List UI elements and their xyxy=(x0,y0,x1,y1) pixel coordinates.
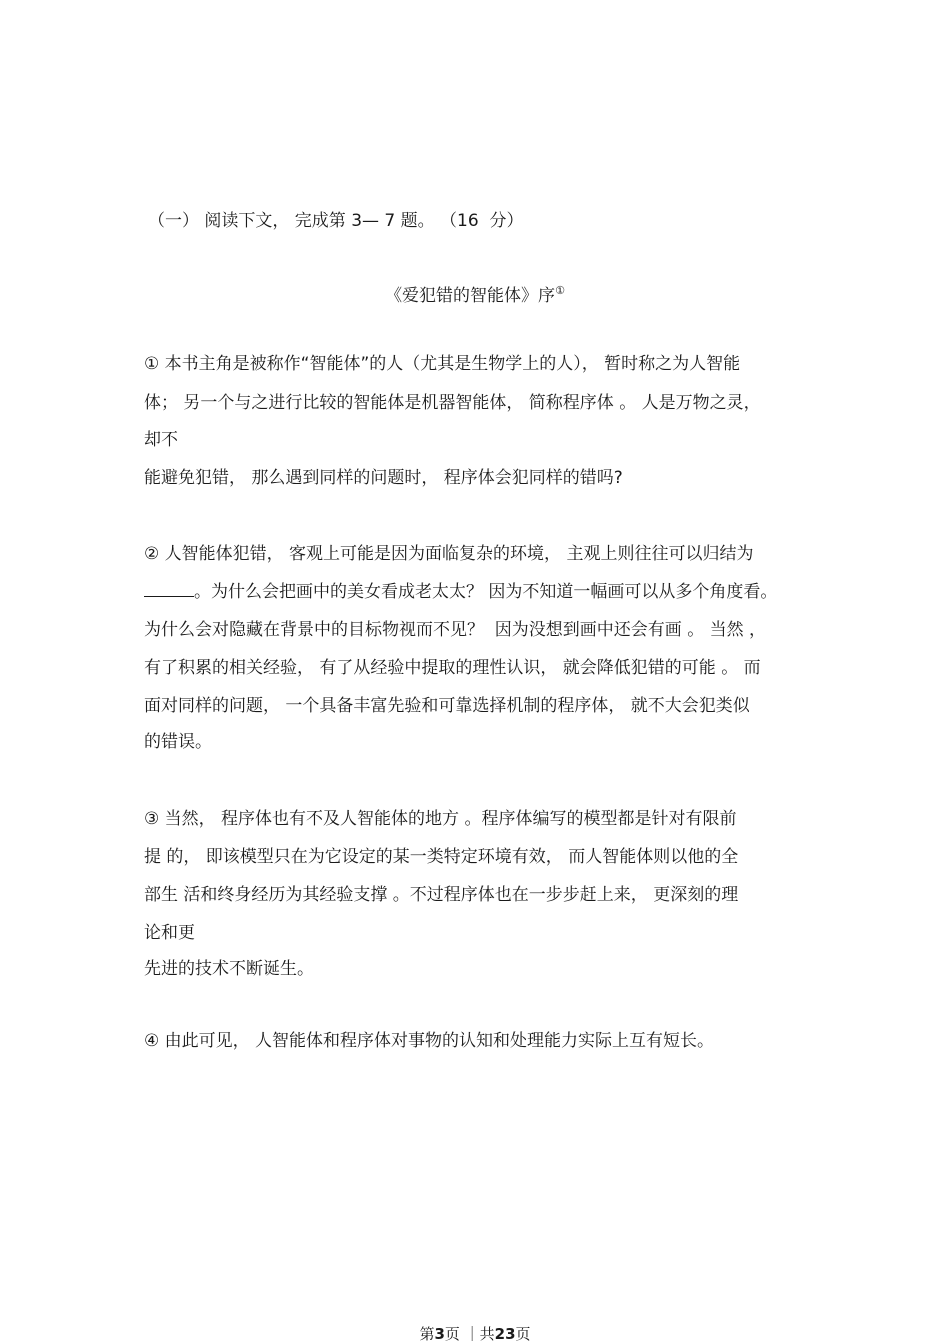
paragraph-3-line-2: 提 的， 即该模型只在为它设定的某一类特定环境有效， 而人智能体则以他的全 xyxy=(144,847,739,867)
footer-prefix: 第 xyxy=(419,1325,435,1343)
paragraph-2-line-1: ② 人智能体犯错， 客观上可能是因为面临复杂的环境， 主观上则往往可以归结为 xyxy=(144,544,754,564)
section-heading: （一） 阅读下文， 完成第 3— 7 题。 （16 分） xyxy=(148,211,524,231)
paragraph-3-line-1: ③ 当然， 程序体也有不及人智能体的地方 。程序体编写的模型都是针对有限前 xyxy=(144,809,737,829)
footer-mid: 页 ｜共 xyxy=(444,1325,495,1343)
current-page-number: 3 xyxy=(434,1325,445,1343)
total-pages-number: 23 xyxy=(494,1325,516,1343)
page-footer xyxy=(0,1323,950,1344)
paragraph-1-line-1: ① 本书主角是被称作“智能体”的人（尤其是生物学上的人）， 暂时称之为人智能 xyxy=(144,354,741,374)
paragraph-2-line-6: 的错误。 xyxy=(144,732,212,752)
paragraph-2-line-3: 为什么会对隐藏在背景中的目标物视而不见？ 因为没想到画中还会有画 。 当然 ， xyxy=(144,620,767,640)
footer-suffix: 页 xyxy=(515,1325,531,1343)
paragraph-3-line-4: 论和更 xyxy=(144,923,195,943)
paragraph-3-line-3: 部生 活和终身经历为其经验支撑 。不过程序体也在一步步赶上来， 更深刻的理 xyxy=(144,885,739,905)
paragraph-1-line-4: 能避免犯错， 那么遇到同样的问题时， 程序体会犯同样的错吗? xyxy=(144,468,623,488)
paragraph-2-line-5: 面对同样的问题， 一个具备丰富先验和可靠选择机制的程序体， 就不大会犯类似 xyxy=(144,696,750,716)
paragraph-2-line-4: 有了积累的相关经验， 有了从经验中提取的理性认识， 就会降低犯错的可能 。 而 xyxy=(144,658,761,678)
paragraph-4-line-1: ④ 由此可见， 人智能体和程序体对事物的认知和处理能力实际上互有短长。 xyxy=(144,1031,715,1051)
paragraph-3-line-5: 先进的技术不断诞生。 xyxy=(144,959,314,979)
footnote-mark: ① xyxy=(555,284,565,297)
paragraph-2-line-2-text: 。为什么会把画中的美女看成老太太？ 因为不知道一幅画可以从多个角度看。 xyxy=(194,582,778,602)
fill-in-blank xyxy=(144,582,194,597)
article-title xyxy=(0,281,950,306)
paragraph-1-line-3: 却不 xyxy=(144,430,178,450)
article-title-text: 《爱犯错的智能体》序 xyxy=(385,286,556,306)
paragraph-1-line-2: 体； 另一个与之进行比较的智能体是机器智能体， 简称程序体 。 人是万物之灵， xyxy=(144,393,761,413)
paragraph-2-line-2 xyxy=(144,580,777,604)
